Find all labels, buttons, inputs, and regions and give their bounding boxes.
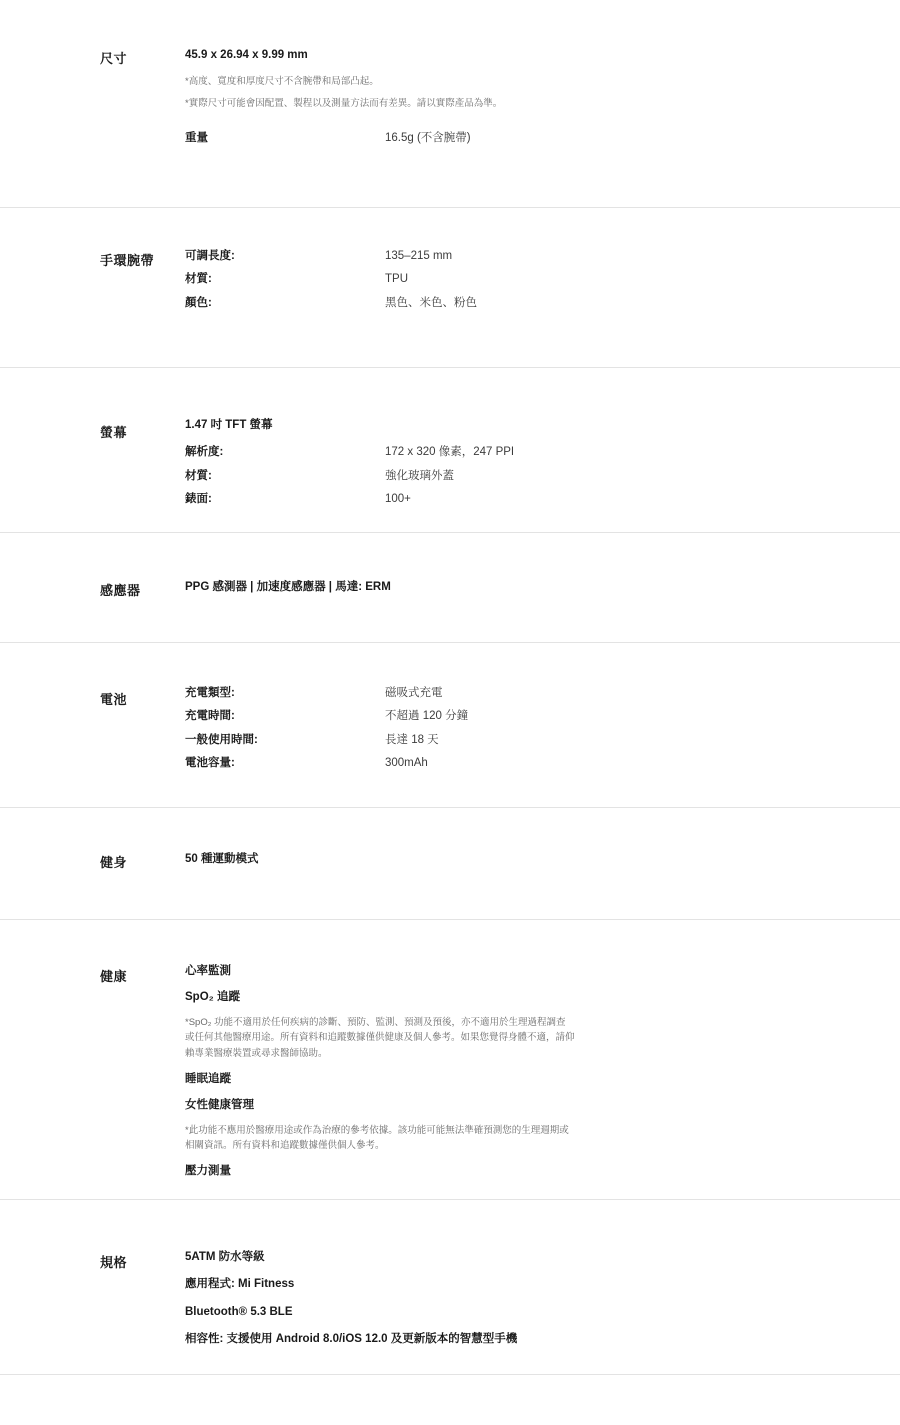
strap-length-label: 可調長度: [185,250,235,262]
spec-item-compatibility: 相容性: 支援使用 Android 8.0/iOS 12.0 及更新版本的智慧型手機 [185,1333,518,1346]
category-label-sensors: 感應器 [100,583,141,598]
health-note-female-health: *此功能不應用於醫療用途或作為治療的參考依據。該功能可能無法準確預測您的生理週期或相關資訊。所有資料和追蹤數據僅供個人參考。 [185,1124,569,1152]
battery-charging-time-value: 不超過 120 分鐘 [385,710,469,723]
category-column [0,46,185,207]
category-label-strap: 手環腕帶 [100,253,155,268]
dimensions-note-2: *實際尺寸可能會因配置、製程以及測量方法而有差異。請以實際產品為準。 [185,98,503,110]
display-material-label: 材質: [185,469,212,482]
category-label-display: 螢幕 [100,425,128,440]
category-label-fitness: 健身 [100,855,128,870]
battery-charging-type-value: 磁吸式充電 [385,687,443,699]
fitness-headline: 50 種運動模式 [185,853,259,865]
battery-row-charging-type [185,685,760,702]
battery-capacity-label: 電池容量: [185,756,235,769]
value-column [185,46,900,207]
health-item-female-health: 女性健康管理 [185,1099,254,1112]
value-column [185,578,900,642]
category-label-battery: 電池 [100,692,128,707]
category-column [0,962,185,1199]
category-column [0,1248,185,1374]
category-column [0,578,185,642]
value-column [185,248,900,367]
display-row-watchfaces [185,491,760,508]
category-column [0,416,185,532]
health-item-sleep: 睡眠追蹤 [185,1072,231,1085]
spec-row-specifications [0,1200,900,1375]
dimensions-note-1: *高度、寬度和厚度尺寸不含腕帶和局部凸起。 [185,76,379,88]
display-headline: 1.47 吋 TFT 螢幕 [185,419,273,431]
health-item-stress: 壓力測量 [185,1164,231,1177]
display-watchfaces-label: 錶面: [185,492,212,505]
strap-row-color [185,295,760,312]
weight-line [185,130,760,147]
spec-row-fitness [0,808,900,920]
value-column [185,850,900,919]
strap-length-value: 135–215 mm [385,250,453,262]
category-label-dimensions: 尺寸 [100,51,128,66]
battery-charging-time-label: 充電時間: [185,710,235,723]
weight-value: 16.5g (不含腕帶) [385,131,471,144]
category-label-health: 健康 [100,969,128,984]
spec-row-strap [0,208,900,368]
health-item-heart-rate: 心率監測 [185,965,231,977]
category-column [0,685,185,807]
value-column [185,1248,900,1374]
battery-row-capacity [185,755,760,772]
battery-row-usage-time [185,732,760,749]
display-resolution-value: 172 x 320 像素，247 PPI [385,446,515,459]
strap-row-length [185,248,760,265]
display-row-resolution [185,444,760,461]
dimensions-headline: 45.9 x 26.94 x 9.99 mm [185,49,308,61]
spec-item-bluetooth: Bluetooth® 5.3 BLE [185,1305,293,1318]
spec-row-sensors [0,533,900,643]
strap-material-value: TPU [385,273,408,286]
spec-row-health [0,920,900,1200]
battery-charging-type-label: 充電類型: [185,687,235,699]
health-item-spo2: SpO₂ 追蹤 [185,991,240,1004]
value-column [185,685,900,807]
display-watchfaces-value: 100+ [385,492,411,505]
category-column [0,850,185,919]
spec-row-dimensions [0,0,900,208]
spec-row-battery [0,643,900,808]
sensors-headline: PPG 感測器 | 加速度感應器 | 馬達: ERM [185,581,391,593]
battery-row-charging-time [185,708,760,725]
battery-capacity-value: 300mAh [385,756,428,769]
battery-usage-time-value: 長達 18 天 [385,733,439,746]
spec-item-app: 應用程式: Mi Fitness [185,1278,295,1291]
health-note-spo2: *SpO₂ 功能不適用於任何疾病的診斷、預防、監測、預測及預後，亦不適用於生理過程調查或任何其他醫療用途。所有資料和追蹤數據僅供健康及個人參考。如果您覺得身體不適，請仰賴專業醫療裝置或尋求醫師協助。 [185,1016,575,1060]
display-row-material [185,468,760,485]
category-label-specifications: 規格 [100,1255,128,1270]
display-resolution-label: 解析度: [185,446,224,459]
strap-color-label: 顏色: [185,296,212,309]
battery-usage-time-label: 一般使用時間: [185,733,258,746]
strap-row-material [185,271,760,288]
weight-label: 重量 [185,131,208,144]
category-column [0,248,185,367]
spec-item-water-resistance: 5ATM 防水等級 [185,1251,265,1263]
value-column [185,962,900,1199]
strap-color-value: 黑色、米色、粉色 [385,296,477,309]
value-column [185,416,900,532]
display-material-value: 強化玻璃外蓋 [385,469,454,482]
strap-material-label: 材質: [185,273,212,286]
spec-row-display [0,368,900,533]
